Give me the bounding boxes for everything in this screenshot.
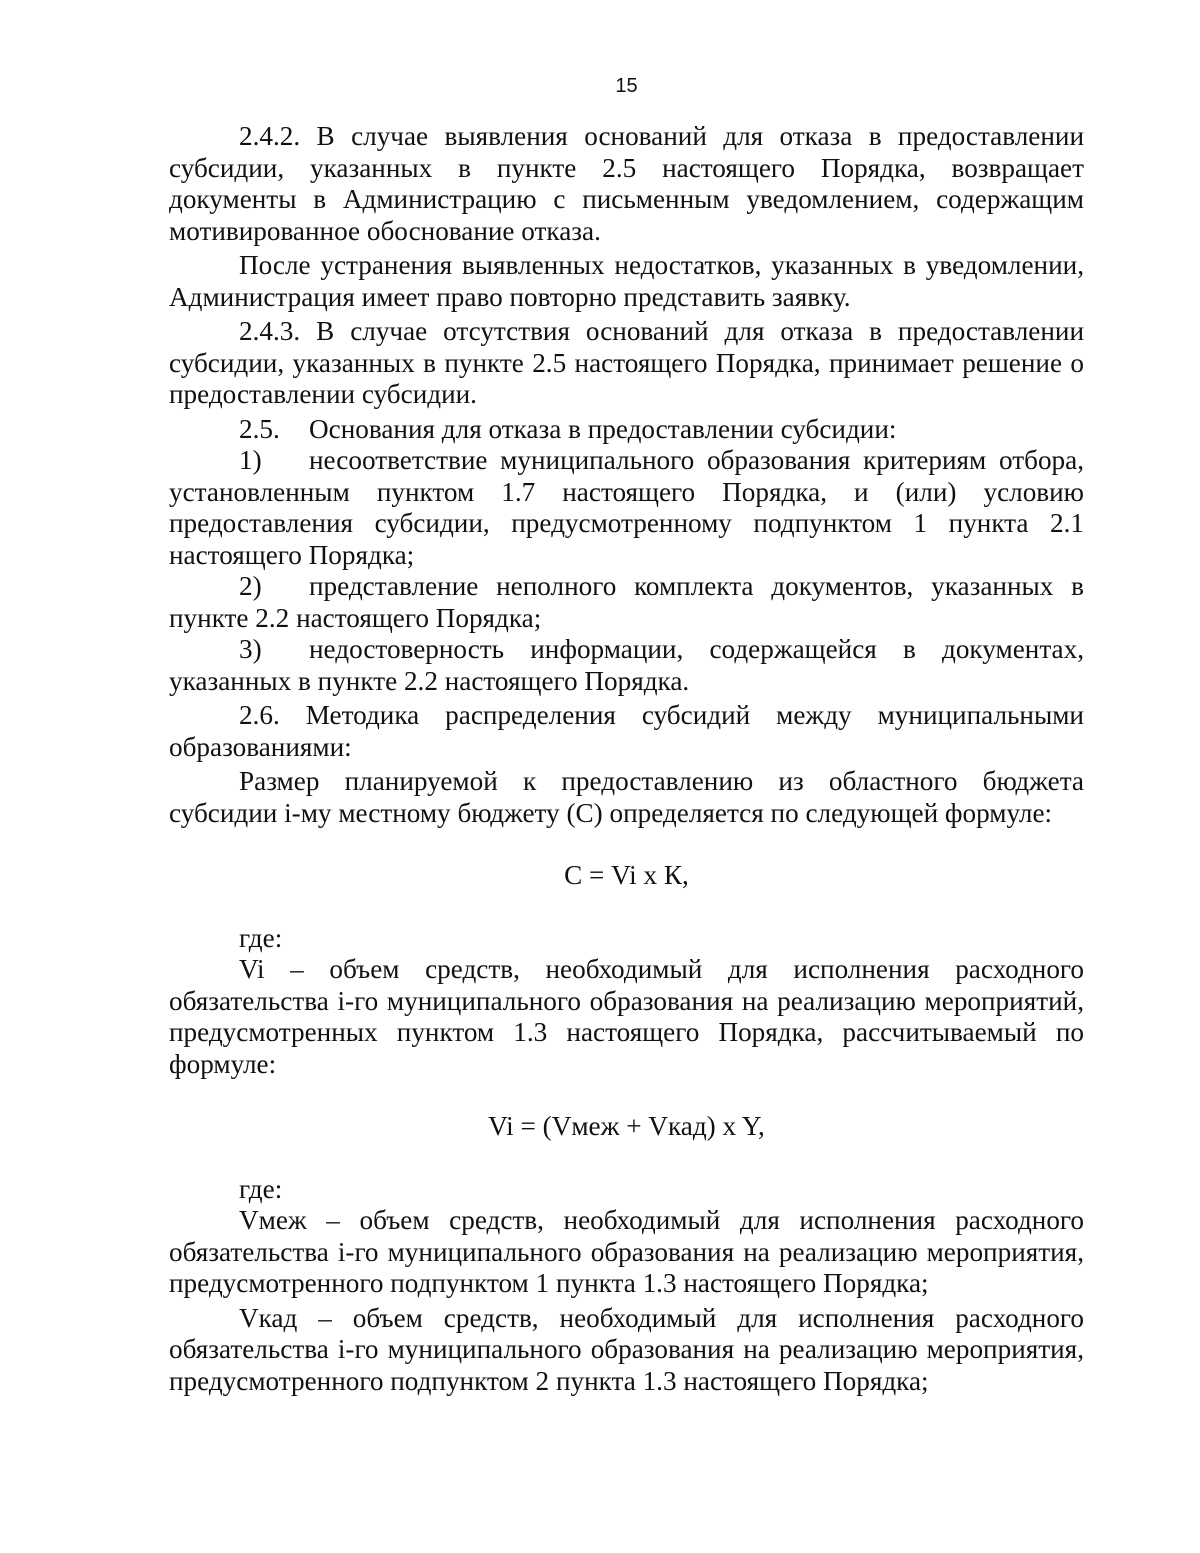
paragraph-vi-definition: Vi – объем средств, необходимый для исполнения расходного обязательства i-го муниципального образования на реализацию мероприятий, предусмотренных пунктом 1.3 настоящего Порядка, рассчитываемый по формуле:: [169, 954, 1084, 1079]
list-text: несоответствие муниципального образования критериям отбора, установленным пунктом 1.7 настоящего Порядка, и (или) условию предоставления субсидии, предусмотренному подпунктом 1 пункта 2.1 настоящего Порядка;: [169, 445, 1084, 570]
paragraph-2-6: 2.6. Методика распределения субсидий между муниципальными образованиями:: [169, 700, 1084, 762]
paragraph-vmezh-definition: Vмеж – объем средств, необходимый для исполнения расходного обязательства i-го муниципального образования на реализацию мероприятия, предусмотренного подпунктом 1 пункта 1.3 настоящего Порядка;: [169, 1205, 1084, 1298]
list-number: 2): [239, 571, 262, 601]
list-text: недостоверность информации, содержащейся в документах, указанных в пункте 2.2 настоящего Порядка.: [169, 634, 1084, 696]
paragraph-2-4-3: 2.4.3. В случае отсутствия оснований для отказа в предоставлении субсидии, указанных в пункте 2.5 настоящего Порядка, принимает решение о предоставлении субсидии.: [169, 316, 1084, 409]
section-title: Основания для отказа в предоставлении субсидии:: [309, 413, 897, 444]
paragraph-vkad-definition: Vкад – объем средств, необходимый для исполнения расходного обязательства i-го муниципального образования на реализацию мероприятия, предусмотренного подпунктом 2 пункта 1.3 настоящего Порядка;: [169, 1302, 1084, 1396]
section-number: 2.5.: [239, 413, 280, 444]
where-label: где:: [239, 1173, 283, 1204]
paragraph-2-5: [169, 414, 1084, 446]
list-item-2: [169, 571, 1084, 634]
document-body: [169, 121, 1084, 1397]
list-text: представление неполного комплекта документов, указанных в пункте 2.2 настоящего Порядка;: [169, 571, 1084, 633]
page-number: 15: [615, 75, 638, 97]
formula-vi: Vi = (Vмеж + Vкад) x Y,: [488, 1111, 765, 1141]
where-label: где:: [239, 922, 283, 953]
list-item-1: [169, 445, 1084, 571]
formula-c: С = Vi x К,: [564, 860, 689, 890]
list-item-3: [169, 634, 1084, 697]
paragraph-after-elimination: После устранения выявленных недостатков, указанных в уведомлении, Администрация имеет право повторно представить заявку.: [169, 250, 1084, 312]
paragraph-2-4-2: 2.4.2. В случае выявления оснований для отказа в предоставлении субсидии, указанных в пункте 2.5 настоящего Порядка, возвращает документы в Администрацию с письменным уведомлением, содержащим мотивированное обоснование отказа.: [169, 121, 1084, 246]
list-number: 3): [239, 634, 262, 664]
list-number: 1): [239, 445, 262, 475]
paragraph-subsidy-size: Размер планируемой к предоставлению из областного бюджета субсидии i-му местному бюджету (С) определяется по следующей формуле:: [169, 766, 1084, 828]
